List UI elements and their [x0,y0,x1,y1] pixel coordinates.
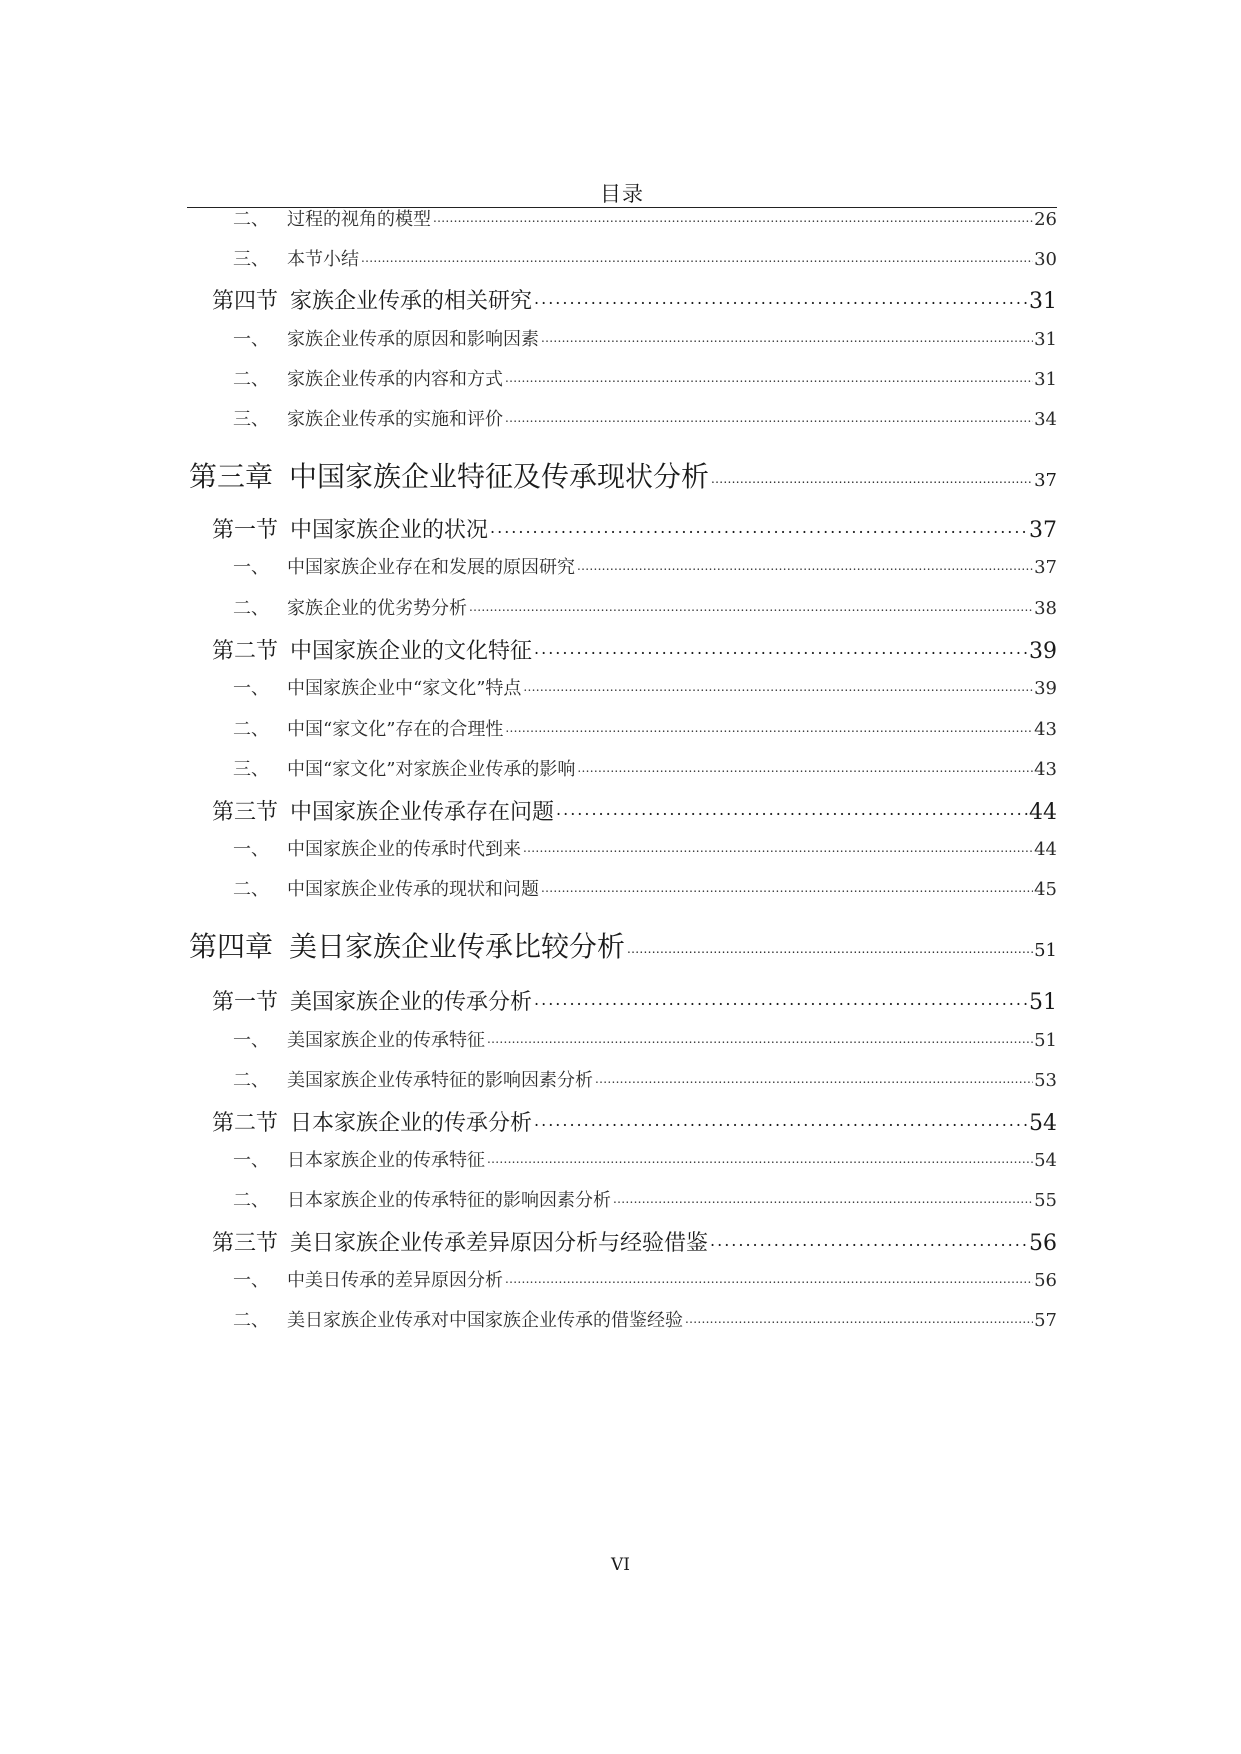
toc-entry-number: 二、 [233,1070,269,1091]
toc-entry-page-number: 51 [1034,1030,1057,1051]
dot-leader [710,1228,1028,1250]
toc-entry-number: 二、 [233,719,269,740]
toc-entry-page-number: 45 [1034,879,1057,900]
dot-leader [534,286,1028,308]
toc-entry-item[interactable] [233,875,1057,901]
toc-entry-title: 美国家族企业的传承特征 [287,1030,485,1051]
toc-entry-item[interactable] [233,1306,1057,1332]
toc-entry-page-number: 53 [1034,1070,1057,1091]
toc-entry-title: 中国“家文化”对家族企业传承的影响 [287,759,576,780]
toc-entry-title: 美国家族企业传承特征的影响因素分析 [287,1070,593,1091]
toc-entry-number: 第四节 [212,289,279,314]
dot-leader [534,1108,1028,1130]
toc-entry-title: 中美日传承的差异原因分析 [287,1270,503,1291]
toc-entry-section[interactable] [212,284,1057,315]
page-number: VI [611,1555,630,1575]
toc-entry-section[interactable] [212,513,1057,544]
dot-leader [534,636,1028,658]
toc-entry-section[interactable] [212,985,1057,1016]
toc-entry-chapter[interactable] [189,455,1057,495]
dot-leader [505,1268,1033,1286]
toc-entry-number: 二、 [233,1190,269,1211]
toc-entry-number: 第四章 [189,930,274,963]
toc-entry-section[interactable] [212,634,1057,665]
toc-entry-page-number: 26 [1034,209,1057,230]
toc-entry-title: 家族企业传承的相关研究 [290,289,533,314]
toc-entry-number: 三、 [233,409,269,430]
toc-entry-page-number: 51 [1034,940,1057,961]
toc-entry-title: 中国家族企业中“家文化”特点 [287,678,522,699]
dot-leader [487,1148,1033,1166]
toc-entry-item[interactable] [233,715,1057,741]
toc-entry-number: 第二节 [212,639,279,664]
dot-leader [505,407,1033,425]
dot-leader [577,555,1033,573]
dot-leader [627,928,1033,956]
dot-leader [487,1028,1033,1046]
dot-leader [490,515,1028,537]
toc-entry-item[interactable] [233,245,1057,271]
toc-entry-page-number: 57 [1034,1310,1057,1331]
toc-entry-page-number: 55 [1034,1190,1057,1211]
toc-entry-title: 过程的视角的模型 [287,209,431,230]
toc-entry-number: 第三节 [212,1231,279,1256]
toc-entry-page-number: 39 [1034,678,1057,699]
toc-entry-number: 第三章 [189,460,274,493]
toc-entry-title: 中国家族企业的文化特征 [290,639,533,664]
dot-leader [523,676,1033,694]
dot-leader [685,1308,1033,1326]
dot-leader [541,877,1033,895]
toc-entry-page-number: 39 [1029,639,1057,664]
toc-entry-number: 一、 [233,329,269,350]
toc-entry-number: 二、 [233,879,269,900]
toc-entry-title: 中国家族企业特征及传承现状分析 [289,460,710,493]
toc-entry-title: 中国家族企业的传承时代到来 [287,839,521,860]
toc-entry-item[interactable] [233,755,1057,781]
toc-entry-title: 美日家族企业传承比较分析 [289,930,626,963]
dot-leader [433,207,1033,225]
dot-leader [577,757,1033,775]
toc-entry-page-number: 43 [1034,719,1057,740]
page-header-title: 目录 [600,182,644,206]
dot-leader [556,797,1028,819]
toc-entry-number: 三、 [233,759,269,780]
toc-entry-number: 第三节 [212,800,279,825]
toc-entry-title: 中国家族企业传承存在问题 [290,800,555,825]
toc-entry-number: 一、 [233,839,269,860]
toc-entry-title: 家族企业传承的原因和影响因素 [287,329,539,350]
toc-entry-page-number: 43 [1034,759,1057,780]
toc-entry-page-number: 34 [1034,409,1057,430]
toc-entry-page-number: 37 [1034,470,1057,491]
toc-entry-page-number: 54 [1029,1111,1057,1136]
toc-entry-number: 一、 [233,678,269,699]
dot-leader [505,367,1033,385]
toc-entry-title: 家族企业传承的内容和方式 [287,369,503,390]
dot-leader [469,596,1033,614]
dot-leader [541,327,1033,345]
toc-entry-item[interactable] [233,553,1057,579]
toc-entry-number: 三、 [233,249,269,270]
toc-entry-chapter[interactable] [189,925,1057,965]
toc-entry-item[interactable] [233,325,1057,351]
dot-leader [595,1068,1033,1086]
toc-entry-item[interactable] [233,835,1057,861]
toc-entry-number: 一、 [233,1150,269,1171]
toc-entry-page-number: 37 [1029,518,1057,543]
dot-leader [534,987,1028,1009]
toc-entry-page-number: 56 [1029,1231,1057,1256]
toc-entry-number: 二、 [233,598,269,619]
toc-entry-number: 第一节 [212,990,279,1015]
toc-entry-title: 日本家族企业的传承分析 [290,1111,533,1136]
toc-entry-item[interactable] [233,1266,1057,1292]
dot-leader [361,247,1033,265]
toc-entry-page-number: 30 [1034,249,1057,270]
toc-entry-title: 家族企业的优劣势分析 [287,598,467,619]
toc-entry-number: 第一节 [212,518,279,543]
toc-entry-number: 一、 [233,557,269,578]
toc-entry-item[interactable] [233,405,1057,431]
toc-entry-item[interactable] [233,365,1057,391]
toc-entry-section[interactable] [212,1106,1057,1137]
toc-entry-page-number: 31 [1034,329,1057,350]
dot-leader [711,458,1033,486]
toc-entry-number: 二、 [233,369,269,390]
toc-entry-page-number: 44 [1034,839,1057,860]
toc-entry-item[interactable] [233,1146,1057,1172]
toc-entry-title: 美日家族企业传承对中国家族企业传承的借鉴经验 [287,1310,683,1331]
toc-entry-item[interactable] [233,1066,1057,1092]
toc-entry-number: 一、 [233,1030,269,1051]
toc-entry-page-number: 38 [1034,598,1057,619]
dot-leader [505,717,1033,735]
toc-entry-item[interactable] [233,674,1057,700]
toc-entry-section[interactable] [212,795,1057,826]
toc-entry-title: 家族企业传承的实施和评价 [287,409,503,430]
dot-leader [613,1188,1033,1206]
toc-entry-item[interactable] [233,594,1057,620]
toc-entry-item[interactable] [233,205,1057,231]
toc-entry-title: 日本家族企业的传承特征 [287,1150,485,1171]
toc-entry-number: 一、 [233,1270,269,1291]
toc-entry-title: 本节小结 [287,249,359,270]
toc-entry-item[interactable] [233,1026,1057,1052]
toc-entry-page-number: 56 [1034,1270,1057,1291]
toc-entry-title: 中国家族企业的状况 [290,518,489,543]
toc-entry-title: 中国家族企业存在和发展的原因研究 [287,557,575,578]
toc-entry-page-number: 54 [1034,1150,1057,1171]
toc-entry-section[interactable] [212,1226,1057,1257]
toc-entry-title: 美日家族企业传承差异原因分析与经验借鉴 [290,1231,709,1256]
toc-entry-page-number: 31 [1029,289,1057,314]
toc-entry-number: 第二节 [212,1111,279,1136]
toc-entry-title: 日本家族企业的传承特征的影响因素分析 [287,1190,611,1211]
toc-entry-page-number: 44 [1029,800,1057,825]
toc-entry-page-number: 51 [1029,990,1057,1015]
toc-entry-title: 中国“家文化”存在的合理性 [287,719,504,740]
toc-entry-number: 二、 [233,1310,269,1331]
dot-leader [523,837,1033,855]
toc-entry-page-number: 31 [1034,369,1057,390]
toc-entry-title: 中国家族企业传承的现状和问题 [287,879,539,900]
toc-entry-item[interactable] [233,1186,1057,1212]
toc-entry-title: 美国家族企业的传承分析 [290,990,533,1015]
toc-entry-number: 二、 [233,209,269,230]
toc-entry-page-number: 37 [1034,557,1057,578]
